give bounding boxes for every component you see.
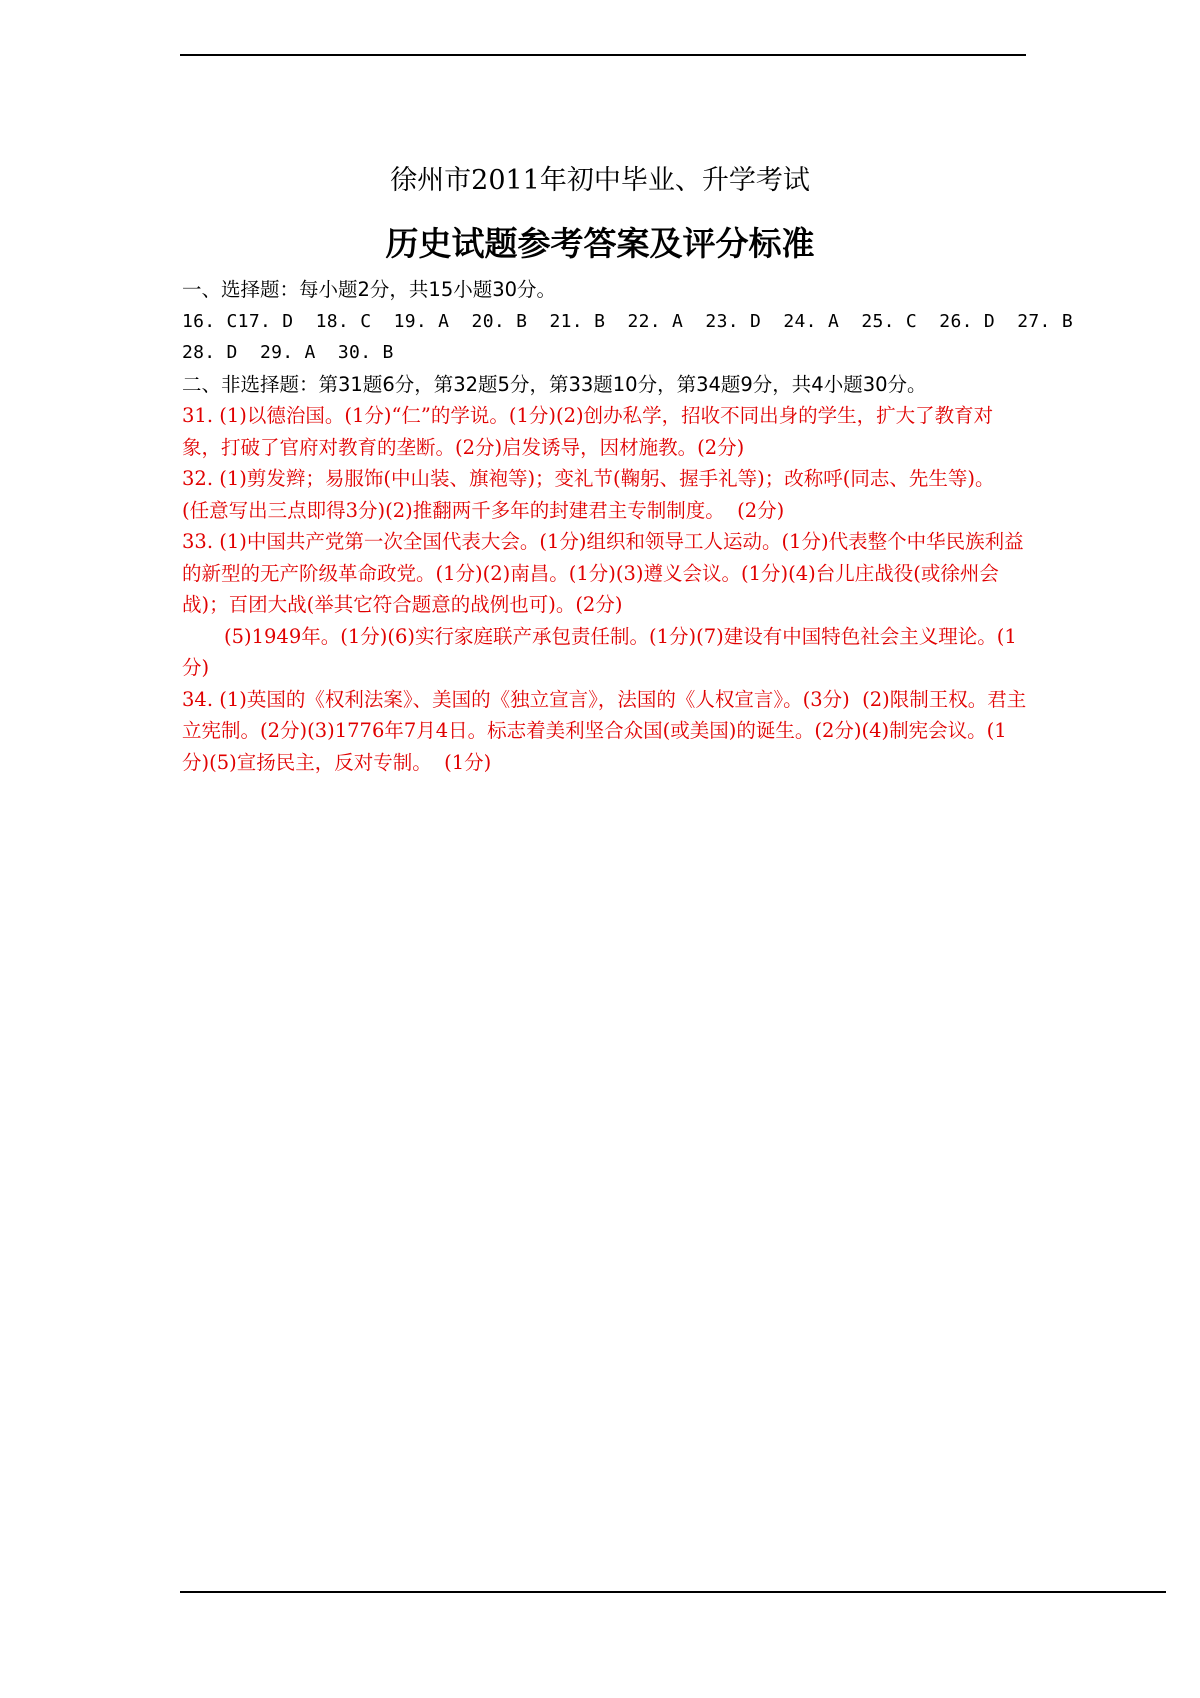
document-body	[182, 274, 1073, 778]
exam-title: 徐州市2011年初中毕业、升学考试	[390, 165, 810, 196]
footer-rule	[180, 1591, 1166, 1593]
section1-heading: 一、选择题：每小题2分，共15小题30分。	[182, 278, 557, 301]
mcq-answers-line1: 16. C17. D 18. C 19. A 20. B 21. B 22. A 23. D 24. A 25. C 26. D 27. B	[182, 310, 1073, 332]
answer-q34: 34. (1)英国的《权利法案》、美国的《独立宣言》，法国的《人权宣言》。(3分) (2)限制王权。君主立宪制。(2分)(3)1776年7月4日。标志着美利坚合众国(或美国)的诞生。(2分)(4)制宪会议。(1分)(5)宣扬民主，反对专制。 (1分)	[182, 687, 1027, 774]
header-rule	[180, 54, 1026, 56]
answer-q31: 31. (1)以德治国。(1分)“仁”的学说。(1分)(2)创办私学，招收不同出身的学生，扩大了教育对象，打破了官府对教育的垄断。(2分)启发诱导，因材施教。(2分)	[182, 404, 994, 459]
answer-q32: 32. (1)剪发辫；易服饰(中山装、旗袍等)；变礼节(鞠躬、握手礼等)；改称呼(同志、先生等)。 (任意写出三点即得3分)(2)推翻两千多年的封建君主专制制度。 (2分)	[182, 467, 1007, 522]
mcq-answers-line2: 28. D 29. A 30. B	[182, 342, 394, 363]
document-title: 历史试题参考答案及评分标准	[385, 224, 815, 263]
answer-q33-part2: (5)1949年。(1分)(6)实行家庭联产承包责任制。(1分)(7)建设有中国特色社会主义理论。(1分)	[182, 624, 1017, 679]
answer-q33-part1: 33. (1)中国共产党第一次全国代表大会。(1分)组织和领导工人运动。(1分)代表整个中华民族利益的新型的无产阶级革命政党。(1分)(2)南昌。(1分)(3)遵义会议。(1分)(4)台儿庄战役(或徐州会战)；百团大战(举其它符合题意的战例也可)。(2分)	[182, 530, 1024, 616]
section2-heading: 二、非选择题：第31题6分，第32题5分，第33题10分，第34题9分，共4小题30分。	[182, 372, 927, 396]
